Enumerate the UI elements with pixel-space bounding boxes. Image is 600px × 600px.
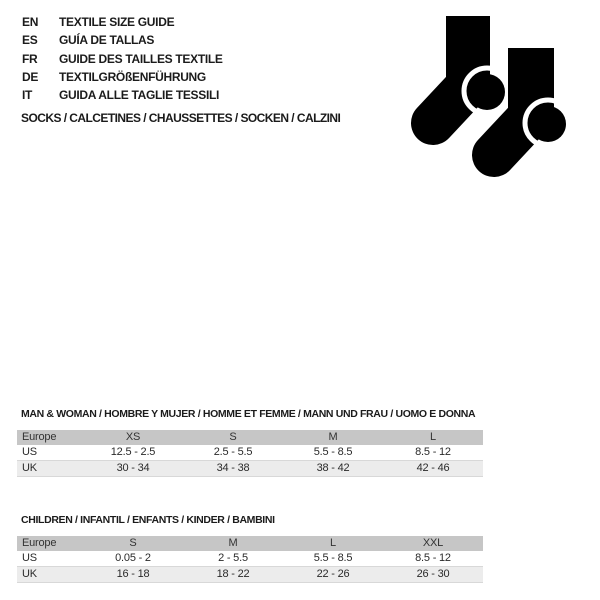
language-row xyxy=(22,86,223,104)
table-row xyxy=(17,461,483,477)
size-cell: 5.5 - 8.5 xyxy=(313,552,353,564)
language-label: TEXTILGRÖßENFÜHRUNG xyxy=(59,69,206,84)
row-label-cell: UK xyxy=(22,568,37,580)
language-list xyxy=(22,13,223,104)
row-label-cell: US xyxy=(22,552,37,564)
row-label-cell: US xyxy=(22,446,37,458)
size-cell: 22 - 26 xyxy=(316,568,350,580)
language-label: GUÍA DE TALLAS xyxy=(59,33,155,48)
size-cell: 5.5 - 8.5 xyxy=(313,446,353,458)
header-cell: Europe xyxy=(22,431,57,443)
size-cell: 8.5 - 12 xyxy=(415,446,451,458)
table-row xyxy=(17,567,483,583)
size-cell: 38 - 42 xyxy=(316,462,350,474)
size-cell: 34 - 38 xyxy=(216,462,250,474)
size-table xyxy=(17,405,483,477)
language-code: FR xyxy=(22,51,38,66)
size-cell: 42 - 46 xyxy=(416,462,450,474)
header-cell: XS xyxy=(125,431,141,443)
language-code: DE xyxy=(22,69,39,84)
table-row xyxy=(17,551,483,567)
language-label: TEXTILE SIZE GUIDE xyxy=(59,15,175,29)
size-cell: 2 - 5.5 xyxy=(218,552,248,564)
language-row xyxy=(22,68,223,86)
header-cell: Europe xyxy=(22,537,57,549)
size-cell: 8.5 - 12 xyxy=(415,552,451,564)
table-row xyxy=(17,445,483,461)
size-cell: 18 - 22 xyxy=(216,568,250,580)
size-cell: 30 - 34 xyxy=(116,462,150,474)
header-cell: XXL xyxy=(422,537,444,549)
header-cell: L xyxy=(330,537,336,549)
header-cell: S xyxy=(229,431,237,443)
table-header-row xyxy=(17,430,483,445)
size-cell: 16 - 18 xyxy=(116,568,150,580)
header-cell: S xyxy=(129,537,137,549)
language-label: GUIDA ALLE TAGLIE TESSILI xyxy=(59,88,220,103)
row-label-cell: UK xyxy=(22,462,37,474)
size-cell: 0.05 - 2 xyxy=(115,552,151,564)
table-title: CHILDREN / INFANTIL / ENFANTS / KINDER / BAMBINI xyxy=(21,514,275,526)
language-row xyxy=(22,13,223,31)
language-row xyxy=(22,50,223,68)
size-table xyxy=(17,511,483,583)
sock-back xyxy=(433,16,510,123)
socks-icon xyxy=(405,5,575,185)
size-cell: 2.5 - 5.5 xyxy=(213,446,253,458)
language-code: EN xyxy=(22,15,39,29)
header-cell: L xyxy=(430,431,436,443)
language-code: IT xyxy=(22,88,33,103)
size-cell: 26 - 30 xyxy=(416,568,450,580)
size-cell: 12.5 - 2.5 xyxy=(110,446,156,458)
category-title: SOCKS / CALCETINES / CHAUSSETTES / SOCKEN / CALZINI xyxy=(21,111,341,125)
header-cell: M xyxy=(228,537,238,549)
table-title: MAN & WOMAN / HOMBRE Y MUJER / HOMME ET FEMME / MANN UND FRAU / UOMO E DONNA xyxy=(21,408,476,420)
language-code: ES xyxy=(22,33,38,48)
header-cell: M xyxy=(328,431,338,443)
language-label: GUIDE DES TAILLES TEXTILE xyxy=(59,51,223,66)
language-row xyxy=(22,31,223,49)
table-header-row xyxy=(17,536,483,551)
